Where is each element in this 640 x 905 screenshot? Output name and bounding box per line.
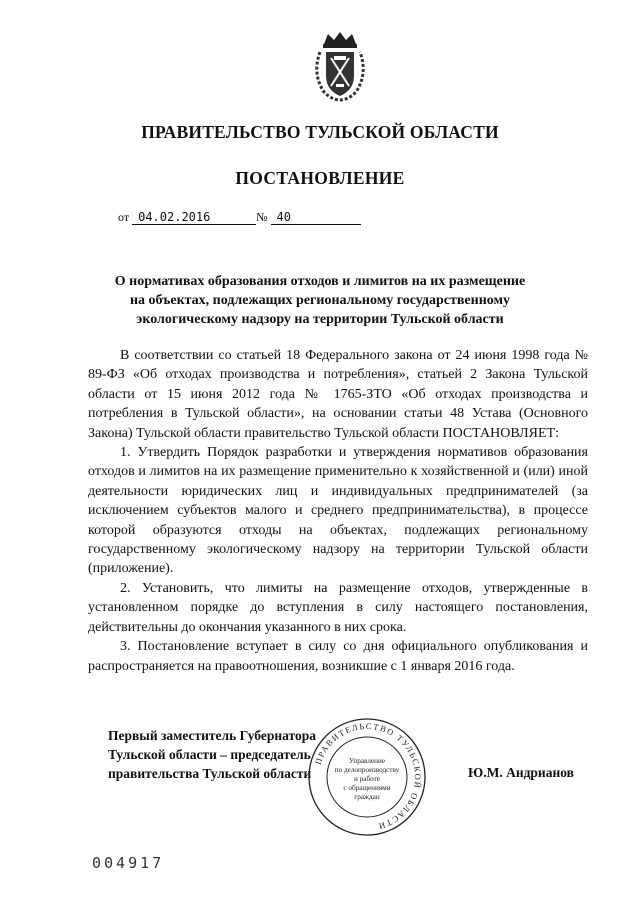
- subject-line: на объектах, подлежащих региональному государственному: [129, 293, 511, 308]
- official-stamp: [306, 716, 428, 838]
- document-date: 04.02.2016: [132, 210, 256, 225]
- document-subject: [100, 272, 540, 329]
- stamp-center-line: и работе: [354, 775, 380, 783]
- signatory-position: [108, 726, 316, 783]
- number-prefix: №: [256, 210, 268, 224]
- body-paragraph-2: 2. Установить, что лимиты на размещение отходов, утвержденные в установленном порядке до вступления в силу настоящего постановления, действительны до окончания указанного в них срока.: [88, 580, 588, 635]
- document-type: ПОСТАНОВЛЕНИЕ: [235, 168, 405, 188]
- subject-line: экологическому надзору на территории Тульской области: [136, 312, 504, 327]
- signatory-name: Ю.М. Андрианов: [468, 765, 574, 780]
- subject-line: О нормативах образования отходов и лимитов на их размещение: [114, 274, 526, 289]
- date-prefix: от: [118, 210, 130, 224]
- tula-coat-of-arms-icon: [310, 30, 370, 102]
- document-number: 40: [271, 210, 361, 225]
- signatory-position-line: Первый заместитель Губернатора: [108, 728, 316, 743]
- body-paragraph-3: 3. Постановление вступает в силу со дня официального опубликования и распространяется на правоотношения, возникшие с 1 января 2016 года.: [88, 639, 588, 674]
- serial-number: 004917: [92, 854, 165, 872]
- stamp-ring-text: ПРАВИТЕЛЬСТВО ТУЛЬСКОЙ ОБЛАСТИ: [312, 720, 424, 832]
- organization-title: ПРАВИТЕЛЬСТВО ТУЛЬСКОЙ ОБЛАСТИ: [141, 122, 499, 142]
- signatory-position-line: правительства Тульской области: [108, 766, 312, 781]
- document-meta: [118, 210, 361, 225]
- stamp-center-line: с обращениями: [343, 784, 391, 792]
- body-paragraph-preamble: В соответствии со статьей 18 Федерального закона от 24 июня 1998 года № 89-ФЗ «Об отходах производства и потребления», статьей 2 Закона Тульской области от 15 июня 2012 года № 1765-ЗТО «Об отходах производства и потребления в Тульской области», на основании статьи 48 Устава (Основного Закона) Тульской области правительство Тульской области ПОСТАНОВЛЯЕТ:: [88, 348, 588, 441]
- document-body: [88, 346, 588, 676]
- body-paragraph-1: 1. Утвердить Порядок разработки и утверждения нормативов образования отходов и лимитов на их размещение применительно к хозяйственной и (или) иной деятельности юридических лиц и индивидуальных предпринимателей (за исключением субъектов малого и среднего предпринимательства), в процессе которой образуются отходы на объектах, подлежащих региональному государственному экологическому надзору на территории Тульской области (приложение).: [88, 445, 588, 577]
- stamp-center-line: по делопроизводству: [334, 766, 400, 774]
- signatory-position-line: Тульской области – председатель: [108, 747, 311, 762]
- stamp-center-line: Управление: [348, 757, 386, 765]
- stamp-center-line: граждан: [354, 793, 380, 801]
